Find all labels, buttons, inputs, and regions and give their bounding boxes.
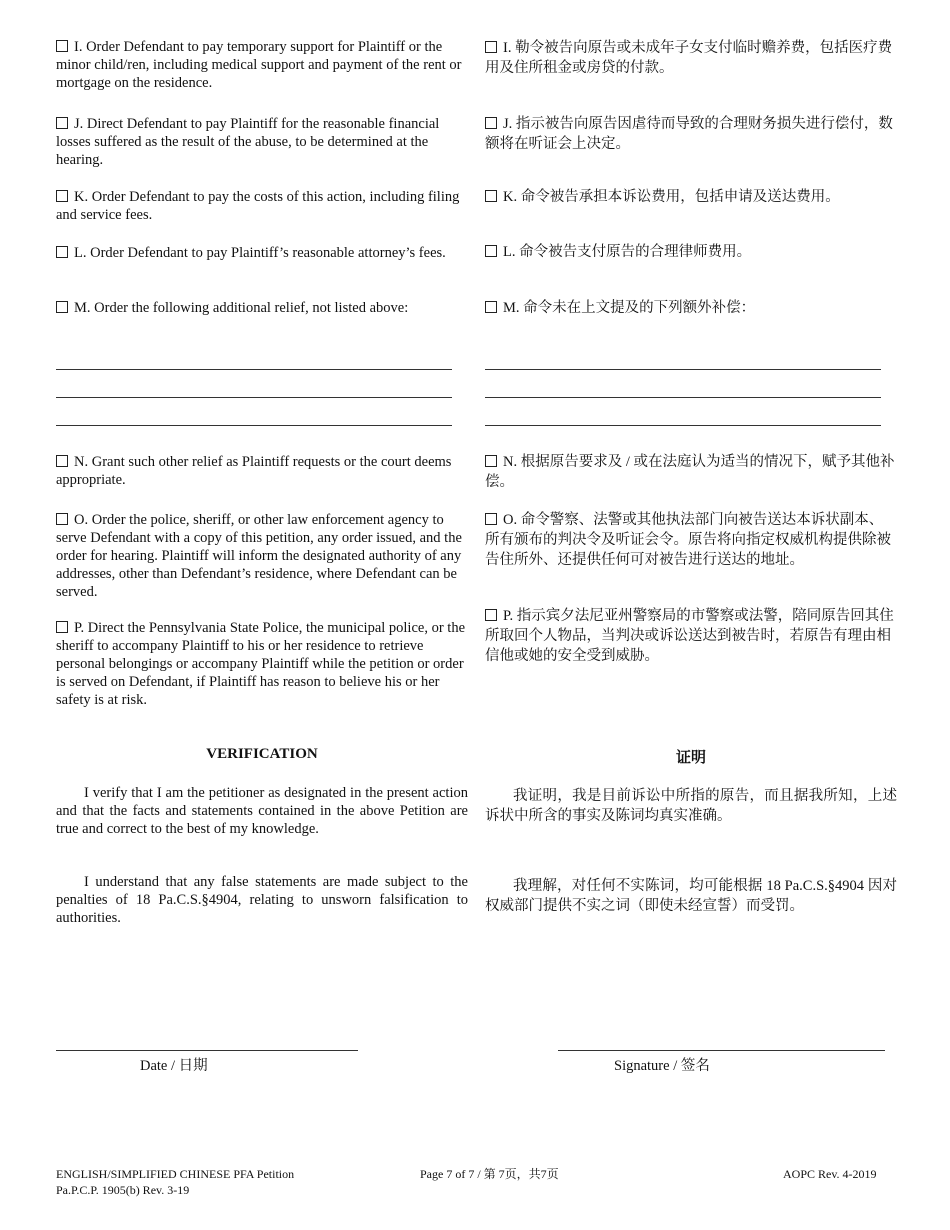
footer-rule-ref: Pa.P.C.P. 1905(b) Rev. 3-19 (56, 1183, 190, 1197)
relief-item-p-zh: P. 指示宾夕法尼亚州警察局的市警察或法警，陪同原告回其住所取回个人物品，当判决或诉讼送达到被告时，若原告有理由相信他或她的安全受到威胁。 (485, 608, 894, 664)
checkbox-p[interactable] (56, 621, 68, 633)
checkbox-l-zh[interactable] (485, 245, 497, 257)
checkbox-o-zh[interactable] (485, 513, 497, 525)
relief-item-k-en: K. Order Defendant to pay the costs of this action, including filing and service fees. (56, 189, 460, 223)
checkbox-k-zh[interactable] (485, 190, 497, 202)
checkbox-n[interactable] (56, 455, 68, 467)
checkbox-i[interactable] (56, 40, 68, 52)
additional-relief-line-2-en[interactable] (56, 397, 452, 398)
relief-item-l-zh: L. 命令被告支付原告的合理律师费用。 (485, 242, 897, 262)
relief-item-i-zh: I. 勒令被告向原告或未成年子女支付临时赡养费，包括医疗费用及住所租金或房贷的付款。 (485, 40, 893, 76)
verification-paragraph-1-zh: 我证明，我是目前诉讼中所指的原告，而且据我所知，上述诉状中所含的事实及陈词均真实准确。 (485, 788, 897, 824)
checkbox-m-zh[interactable] (485, 301, 497, 313)
additional-relief-line-1-en[interactable] (56, 369, 452, 370)
checkbox-o[interactable] (56, 513, 68, 525)
relief-item-i-en: I. Order Defendant to pay temporary support for Plaintiff or the minor child/ren, including medical support and payment of the rent or mortgage on the residence. (56, 39, 462, 91)
relief-item-o-en: O. Order the police, sheriff, or other law enforcement agency to serve Defendant with a copy of this petition, any order issued, and the order for hearing. Plaintiff will inform the designated authority of any addresses, other than Defendant’s residence, where Defendant can be served. (56, 512, 462, 600)
relief-item-o-zh: O. 命令警察、法警或其他执法部门向被告送达本诉状副本、所有颁布的判决令及听证会令。原告将向指定权威机构提供除被告住所外、还提供任何可对被告进行送达的地址。 (485, 512, 891, 568)
checkbox-m[interactable] (56, 301, 68, 313)
checkbox-p-zh[interactable] (485, 609, 497, 621)
verification-paragraph-2-zh: 我理解，对任何不实陈词，均可能根据 18 Pa.C.S.§4904 因对权威部门提供不实之词（即使未经宣誓）而受罚。 (485, 878, 897, 914)
form-revision: AOPC Rev. 4-2019 (783, 1167, 877, 1181)
signature-label: Signature / 签名 (614, 1058, 710, 1074)
checkbox-n-zh[interactable] (485, 455, 497, 467)
checkbox-j[interactable] (56, 117, 68, 129)
relief-item-m-zh: M. 命令未在上文提及的下列额外补偿： (485, 298, 897, 318)
additional-relief-line-3-en[interactable] (56, 425, 452, 426)
verification-heading-en: VERIFICATION (206, 746, 318, 762)
relief-item-l-en: L. Order Defendant to pay Plaintiff’s reasonable attorney’s fees. (56, 244, 468, 262)
footer-form-name: ENGLISH/SIMPLIFIED CHINESE PFA Petition (56, 1167, 295, 1181)
verification-paragraph-1-en: I verify that I am the petitioner as designated in the present action and that the facts and statements contained in the above Petition are true and correct to the best of my knowledge. (56, 785, 468, 837)
relief-item-n-en: N. Grant such other relief as Plaintiff requests or the court deems appropriate. (56, 454, 452, 488)
checkbox-l[interactable] (56, 246, 68, 258)
checkbox-j-zh[interactable] (485, 117, 497, 129)
additional-relief-line-1-zh[interactable] (485, 369, 881, 370)
verification-heading-zh: 证明 (675, 750, 706, 766)
relief-item-k-zh: K. 命令被告承担本诉讼费用，包括申请及送达费用。 (485, 187, 897, 207)
date-line[interactable] (56, 1050, 358, 1051)
relief-item-m-en: M. Order the following additional relief, not listed above: (56, 299, 468, 317)
footer-form-title (56, 1166, 294, 1198)
additional-relief-line-2-zh[interactable] (485, 397, 881, 398)
relief-item-n-zh: N. 根据原告要求及 / 或在法庭认为适当的情况下，赋予其他补偿。 (485, 454, 895, 490)
relief-item-p-en: P. Direct the Pennsylvania State Police, the municipal police, or the sheriff to accompany Plaintiff to his or her residence to retrieve personal belongings or accompany Plaintiff while the petition or order is served on Defendant, if Plaintiff has reason to believe his or her safety is at risk. (56, 620, 466, 708)
relief-item-j-zh: J. 指示被告向原告因虐待而导致的合理财务损失进行偿付，数额将在听证会上决定。 (485, 116, 893, 152)
checkbox-k[interactable] (56, 190, 68, 202)
verification-paragraph-2-en: I understand that any false statements are made subject to the penalties of 18 Pa.C.S.§4904, relating to unsworn falsification to authorities. (56, 874, 468, 926)
relief-item-j-en: J. Direct Defendant to pay Plaintiff for the reasonable financial losses suffered as the result of the abuse, to be determined at the hearing. (56, 116, 440, 168)
date-label: Date / 日期 (140, 1058, 208, 1074)
additional-relief-line-3-zh[interactable] (485, 425, 881, 426)
checkbox-i-zh[interactable] (485, 41, 497, 53)
page-number: Page 7 of 7 / 第 7页，共7页 (420, 1167, 559, 1181)
signature-line[interactable] (558, 1050, 885, 1051)
